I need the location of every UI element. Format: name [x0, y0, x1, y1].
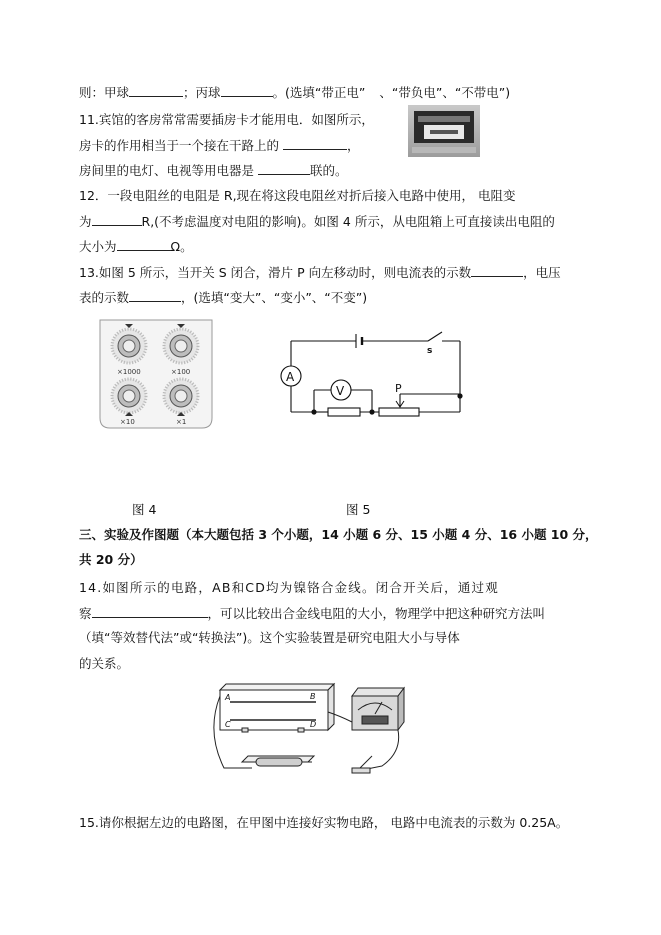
section3-heading-line1: 三、实验及作图题（本大题包括 3 个小题，14 小题 6 分、15 小题 4 分、16 小题 10 分， — [79, 527, 598, 542]
q11-text-a: 房卡的作用相当于一个接在干路上的 — [79, 138, 280, 153]
wire-label: C — [225, 720, 231, 729]
wire-label: A — [225, 693, 231, 702]
section3-heading-line2: 共 20 分） — [79, 552, 143, 567]
figure-wire-apparatus — [212, 682, 412, 782]
answer-blank — [92, 605, 208, 618]
q14-line2 — [79, 605, 545, 622]
q12-text-b: R,(不考虑温度对电阻的影响)。如图 4 所示，从电阻箱上可直接读出电阻的 — [141, 214, 555, 229]
q13-line1 — [79, 264, 561, 281]
junction-dot — [311, 409, 316, 414]
q11-text-d: 联的。 — [310, 163, 348, 178]
q11-text-c: 房间里的电灯、电视等用电器是 — [79, 163, 255, 178]
answer-blank — [258, 162, 310, 175]
q11-comma: ， — [347, 138, 360, 153]
q10-line — [79, 84, 510, 101]
figure4-caption: 图 4 — [132, 502, 157, 517]
wire-label: B — [310, 692, 316, 701]
q12-line2 — [79, 213, 555, 230]
junction-dot — [457, 393, 462, 398]
q10-text-a: 则：甲球 — [79, 85, 130, 100]
figure5-circuit — [276, 333, 476, 423]
q13-line2 — [79, 289, 367, 306]
figure5-caption: 图 5 — [346, 502, 371, 517]
switch-blade — [428, 332, 442, 341]
answer-blank — [471, 264, 523, 277]
junction-dot — [369, 409, 374, 414]
q14-line3: （填“等效替代法”或“转换法”)。这个实验装置是研究电阻大小与导体 — [79, 630, 460, 645]
q11-line3 — [79, 162, 348, 179]
answer-blank — [92, 213, 142, 226]
dial-label: ×100 — [171, 368, 191, 376]
q15-line1: 15.请你根据左边的电路图，在甲图中连接好实物电路， 电路中电流表的示数为 0.25A。 — [79, 815, 569, 830]
q12-line3 — [79, 238, 193, 255]
switch-label: s — [427, 346, 433, 356]
answer-blank — [129, 289, 181, 302]
q10-text-b: ；丙球 — [183, 85, 221, 100]
wire-label: D — [310, 720, 317, 729]
rheostat — [379, 408, 419, 416]
figure4-resistance-box — [98, 318, 214, 430]
q11-line1: 11.宾馆的客房常常需要插房卡才能用电．如图所示， — [79, 112, 374, 127]
room-card-photo — [408, 105, 480, 157]
dial-label: ×1 — [176, 418, 187, 426]
q14-text-b: ，可以比较出合金线电阻的大小，物理学中把这种研究方法叫 — [207, 606, 546, 621]
q13-text-c: 表的示数 — [79, 290, 130, 305]
ammeter-label: A — [286, 370, 295, 384]
q13-text-d: ，(选填“变大”、“变小”、“不变”) — [181, 290, 368, 305]
q14-text-a: 察 — [79, 606, 92, 621]
q10-text-c: 。(选填“带正电” — [272, 85, 366, 100]
q13-text-b: ，电压 — [523, 265, 561, 280]
q12-text-a: 为 — [79, 214, 92, 229]
answer-blank — [117, 238, 171, 251]
fixed-resistor — [328, 408, 360, 416]
q14-line1: 14.如图所示的电路，AB和CD均为镍铬合金线。闭合开关后，通过观 — [79, 580, 499, 595]
q11-line2 — [79, 137, 360, 154]
q10-text-d: 、“带负电”、“不带电”) — [379, 85, 511, 100]
slider-label: P — [395, 382, 402, 395]
q13-text-a: 13.如图 5 所示，当开关 S 闭合，滑片 P 向左移动时，则电流表的示数 — [79, 265, 472, 280]
answer-blank — [221, 84, 273, 97]
answer-blank — [129, 84, 183, 97]
dial-label: ×10 — [120, 418, 135, 426]
answer-blank — [283, 137, 347, 150]
q12-line1: 12．一段电阻丝的电阻是 R,现在将这段电阻丝对折后接入电路中使用， 电阻变 — [79, 188, 516, 203]
q12-text-d: Ω。 — [170, 239, 193, 254]
q12-text-c: 大小为 — [79, 239, 117, 254]
q14-line4: 的关系。 — [79, 656, 130, 671]
dial-label: ×1000 — [117, 368, 141, 376]
voltmeter-label: V — [336, 384, 345, 398]
